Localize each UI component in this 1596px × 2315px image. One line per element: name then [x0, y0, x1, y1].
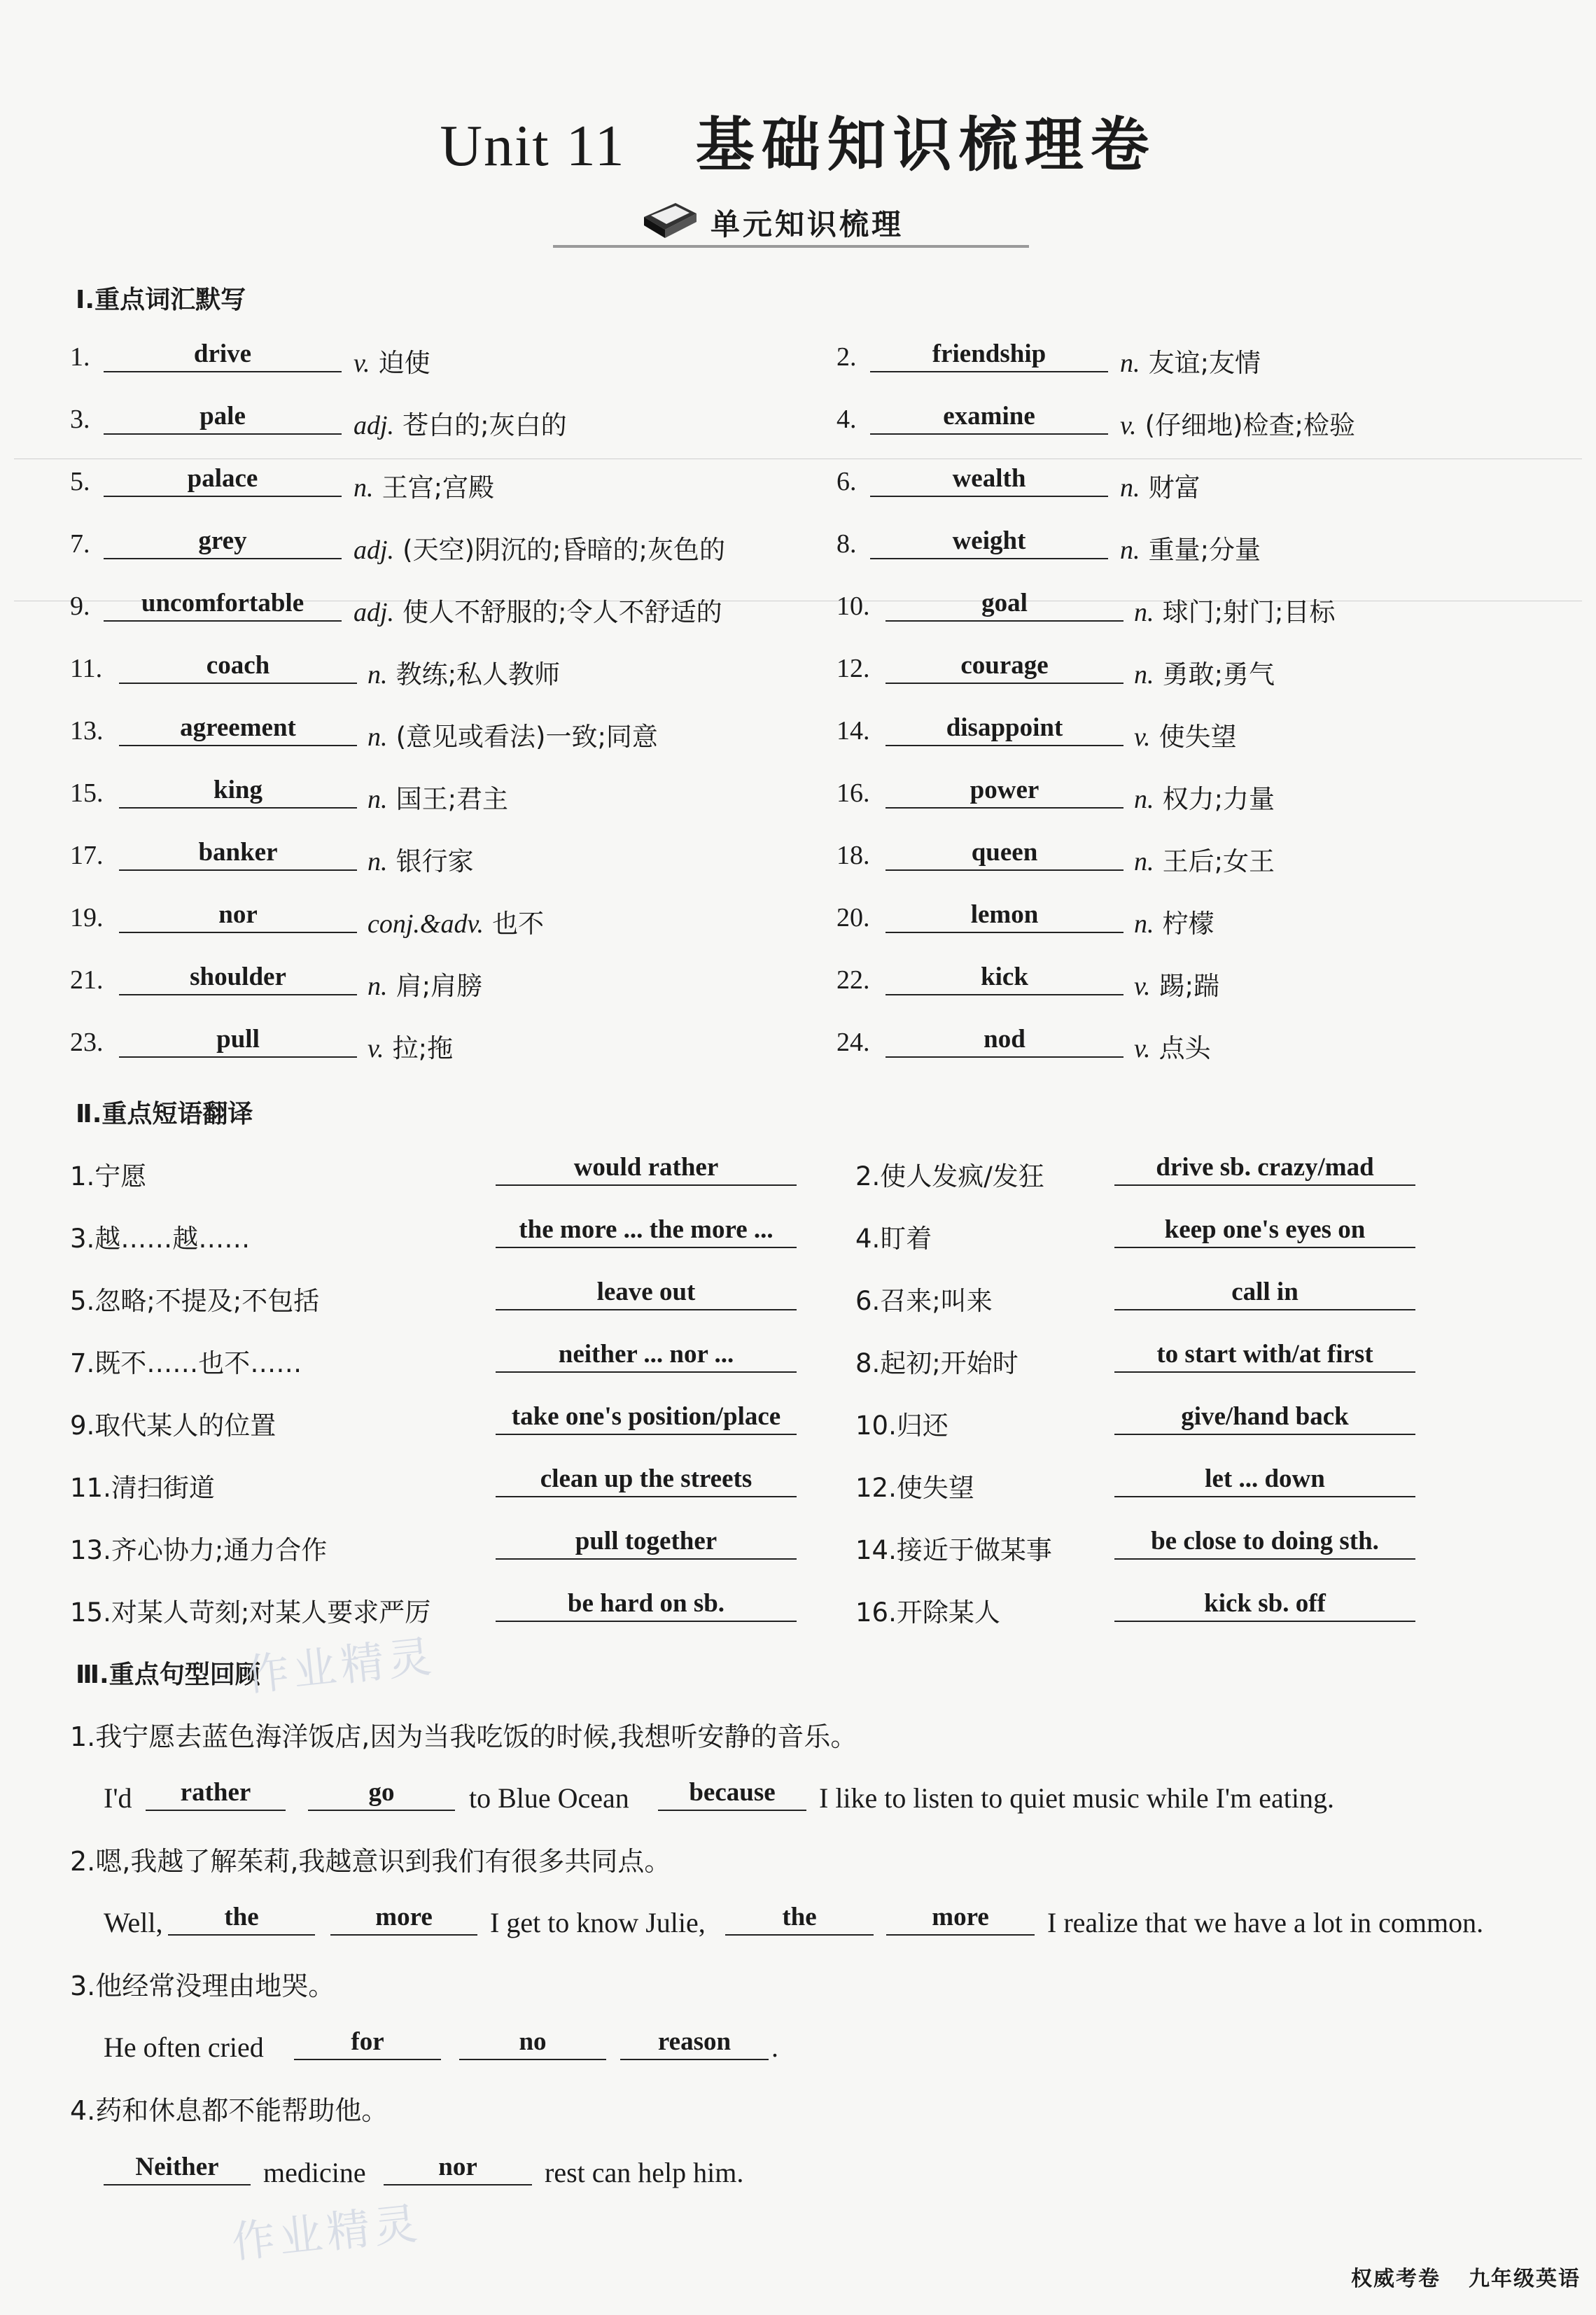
- answer-blank[interactable]: goal: [886, 588, 1124, 622]
- definition: [1134, 653, 1275, 691]
- sentence-cn: 4.药和休息都不能帮助他。: [70, 2095, 388, 2126]
- vocab-item: [836, 958, 1572, 1000]
- phrase-item: [855, 1335, 1590, 1377]
- item-number: 13.: [70, 716, 104, 746]
- vocab-item: [836, 833, 1572, 875]
- definition: [1134, 715, 1237, 753]
- answer-blank[interactable]: go: [308, 1777, 455, 1811]
- part-of-speech: conj.&adv.: [368, 909, 484, 939]
- sentence-text: I'd: [104, 1782, 132, 1814]
- meaning-cn: 财富: [1148, 473, 1200, 503]
- phrase-item: [855, 1210, 1590, 1252]
- phrase-item: [855, 1460, 1590, 1502]
- definition: [368, 965, 482, 1002]
- vocab-item: [70, 958, 805, 1000]
- definition: [1134, 840, 1275, 878]
- phrase-item: [70, 1335, 805, 1377]
- item-number: 2.: [836, 342, 857, 372]
- page-footer: [1351, 2261, 1581, 2292]
- part-of-speech: v.: [1134, 972, 1151, 1001]
- answer-blank[interactable]: disappoint: [886, 713, 1124, 746]
- item-number: 16.: [836, 778, 870, 808]
- part-of-speech: n.: [368, 785, 388, 814]
- answer-blank[interactable]: weight: [870, 526, 1108, 559]
- answer-blank[interactable]: because: [658, 1777, 806, 1811]
- answer-blank[interactable]: queen: [886, 837, 1124, 871]
- section-heading-sentences: Ⅲ.重点句型回顾: [76, 1660, 260, 1689]
- section-heading-phrases: Ⅱ.重点短语翻译: [76, 1100, 253, 1128]
- definition: [1120, 342, 1261, 379]
- title-cn: 基础知识梳理卷: [695, 111, 1156, 179]
- item-number: 18.: [836, 841, 870, 870]
- item-number: 17.: [70, 841, 104, 870]
- part-of-speech: n.: [354, 473, 374, 503]
- answer-blank[interactable]: more: [330, 1902, 477, 1936]
- part-of-speech: n.: [368, 660, 388, 690]
- vocab-item: [70, 833, 805, 875]
- part-of-speech: n.: [368, 847, 388, 876]
- sentence-text: I realize that we have a lot in common.: [1047, 1907, 1484, 1938]
- sentence-text: He often cried: [104, 2031, 264, 2063]
- meaning-cn: (仔细地)检查;检验: [1144, 410, 1355, 440]
- phrase-item: [855, 1584, 1590, 1626]
- answer-blank[interactable]: be close to doing sth.: [1114, 1526, 1415, 1560]
- answer-blank[interactable]: nor: [384, 2152, 532, 2185]
- item-number: 23.: [70, 1028, 104, 1057]
- definition: [368, 902, 544, 940]
- answer-blank[interactable]: reason: [620, 2027, 769, 2060]
- vocab-item: [836, 459, 1572, 501]
- definition: [368, 653, 560, 691]
- vocab-item: [836, 335, 1572, 377]
- meaning-cn: 权力;力量: [1162, 784, 1275, 814]
- answer-blank[interactable]: king: [119, 775, 357, 809]
- sentence-cn: 2.嗯,我越了解茱莉,我越意识到我们有很多共同点。: [70, 1846, 671, 1877]
- part-of-speech: adj.: [354, 411, 395, 440]
- item-number: 14.: [836, 716, 870, 746]
- answer-blank[interactable]: friendship: [870, 339, 1108, 372]
- phrase-item: [855, 1522, 1590, 1564]
- watermark: 作业精灵: [243, 1630, 438, 1701]
- answer-blank[interactable]: power: [886, 775, 1124, 809]
- answer-blank[interactable]: kick: [886, 962, 1124, 995]
- part-of-speech: v.: [1134, 722, 1151, 752]
- answer-blank[interactable]: courage: [886, 650, 1124, 684]
- definition: [1120, 529, 1261, 566]
- part-of-speech: n.: [368, 722, 388, 752]
- sentence-text: Well,: [104, 1907, 163, 1938]
- answer-blank[interactable]: coach: [119, 650, 357, 684]
- answer-blank[interactable]: no: [459, 2027, 606, 2060]
- item-number: 21.: [70, 965, 104, 995]
- phrase-cn: 4.盯着: [855, 1224, 932, 1254]
- definition: [1134, 1027, 1211, 1065]
- sentence-text: medicine: [263, 2157, 366, 2188]
- phrase-cn: 2.使人发疯/发狂: [855, 1161, 1044, 1191]
- meaning-cn: 使失望: [1158, 722, 1237, 752]
- meaning-cn: 国王;君主: [396, 784, 509, 814]
- answer-blank[interactable]: more: [886, 1902, 1035, 1936]
- vocab-item: [836, 895, 1572, 937]
- vocab-item: [836, 397, 1572, 439]
- phrase-cn: 8.起初;开始时: [855, 1348, 1018, 1378]
- watermark: 作业精灵: [229, 2197, 424, 2268]
- answer-blank[interactable]: pale: [104, 401, 342, 435]
- meaning-cn: 友谊;友情: [1148, 348, 1261, 378]
- phrase-cn: 15.对某人苛刻;对某人要求严厉: [70, 1597, 431, 1628]
- vocab-item: [836, 646, 1572, 688]
- answer-blank[interactable]: kick sb. off: [1114, 1588, 1415, 1622]
- answer-blank[interactable]: examine: [870, 401, 1108, 435]
- phrase-item: [855, 1148, 1590, 1190]
- answer-blank[interactable]: pull together: [496, 1526, 797, 1560]
- item-number: 3.: [70, 405, 90, 434]
- meaning-cn: 球门;射门;目标: [1162, 597, 1336, 627]
- book-icon: [637, 196, 700, 245]
- vocab-item: [70, 522, 805, 564]
- item-number: 12.: [836, 654, 870, 683]
- meaning-cn: 王宫;宫殿: [382, 473, 495, 503]
- phrase-item: [855, 1397, 1590, 1439]
- definition: [1120, 404, 1355, 442]
- footer-series: 权威考卷: [1351, 2267, 1441, 2291]
- phrase-item: [70, 1273, 805, 1315]
- vocab-item: [70, 335, 805, 377]
- vocab-item: [70, 708, 805, 750]
- phrase-cn: 16.开除某人: [855, 1597, 1000, 1628]
- sentence-text: .: [771, 2031, 778, 2063]
- sentence-text: I get to know Julie,: [490, 1907, 706, 1938]
- item-number: 11.: [70, 654, 103, 683]
- meaning-cn: 踢;踹: [1158, 971, 1220, 1001]
- meaning-cn: 点头: [1158, 1033, 1211, 1063]
- phrase-item: [855, 1273, 1590, 1315]
- part-of-speech: v.: [1134, 1034, 1151, 1063]
- banner-label: 单元知识梳理: [710, 207, 904, 242]
- item-number: 15.: [70, 778, 104, 808]
- answer-blank[interactable]: shoulder: [119, 962, 357, 995]
- vocab-item: [70, 771, 805, 813]
- vocab-item: [836, 522, 1572, 564]
- answer-blank[interactable]: uncomfortable: [104, 588, 342, 622]
- definition: [354, 529, 725, 566]
- answer-blank[interactable]: nod: [886, 1024, 1124, 1058]
- vocab-item: [836, 771, 1572, 813]
- meaning-cn: 王后;女王: [1162, 846, 1275, 876]
- meaning-cn: 使人不舒服的;令人不舒适的: [402, 597, 722, 627]
- answer-blank[interactable]: pull: [119, 1024, 357, 1058]
- footer-grade: 九年级英语: [1469, 2267, 1581, 2291]
- unit-label: Unit 11: [440, 113, 626, 179]
- page-title: [0, 98, 1596, 183]
- phrase-cn: 9.取代某人的位置: [70, 1411, 276, 1441]
- answer-blank[interactable]: the: [725, 1902, 874, 1936]
- sentence-text: rest can help him.: [545, 2157, 744, 2188]
- phrase-item: [70, 1460, 805, 1502]
- sentence-cn: 3.他经常没理由地哭。: [70, 1971, 335, 2001]
- part-of-speech: n.: [1134, 909, 1154, 939]
- item-number: 6.: [836, 467, 857, 496]
- vocab-item: [836, 584, 1572, 626]
- answer-blank[interactable]: banker: [119, 837, 357, 871]
- answer-blank[interactable]: leave out: [496, 1277, 797, 1310]
- part-of-speech: n.: [1120, 473, 1140, 503]
- answer-blank[interactable]: palace: [104, 463, 342, 497]
- definition: [1134, 902, 1214, 940]
- meaning-cn: 教练;私人教师: [396, 659, 561, 690]
- definition: [1120, 466, 1200, 504]
- answer-blank[interactable]: to start with/at first: [1114, 1339, 1415, 1373]
- sentence-text: to Blue Ocean: [469, 1782, 629, 1814]
- phrase-item: [70, 1522, 805, 1564]
- item-number: 7.: [70, 529, 90, 559]
- answer-blank[interactable]: agreement: [119, 713, 357, 746]
- part-of-speech: n.: [368, 972, 388, 1001]
- meaning-cn: (天空)阴沉的;昏暗的;灰色的: [402, 535, 725, 565]
- part-of-speech: n.: [1120, 349, 1140, 378]
- answer-blank[interactable]: Neither: [104, 2152, 251, 2185]
- part-of-speech: v.: [1120, 411, 1137, 440]
- meaning-cn: 苍白的;灰白的: [402, 410, 567, 440]
- phrase-cn: 10.归还: [855, 1411, 948, 1441]
- phrase-cn: 7.既不……也不……: [70, 1348, 302, 1378]
- meaning-cn: 也不: [492, 909, 545, 939]
- definition: [354, 404, 567, 442]
- item-number: 5.: [70, 467, 90, 496]
- answer-blank[interactable]: clean up the streets: [496, 1464, 797, 1497]
- vocab-item: [70, 646, 805, 688]
- item-number: 10.: [836, 592, 870, 621]
- part-of-speech: v.: [354, 349, 370, 378]
- definition: [354, 466, 494, 504]
- answer-blank[interactable]: grey: [104, 526, 342, 559]
- answer-blank[interactable]: neither ... nor ...: [496, 1339, 797, 1373]
- phrase-cn: 6.召来;叫来: [855, 1286, 993, 1316]
- definition: [368, 778, 508, 816]
- answer-blank[interactable]: the: [168, 1902, 315, 1936]
- part-of-speech: adj.: [354, 536, 395, 565]
- answer-blank[interactable]: be hard on sb.: [496, 1588, 797, 1622]
- banner-rule: [553, 245, 1029, 248]
- item-number: 22.: [836, 965, 870, 995]
- definition: [368, 840, 474, 878]
- answer-blank[interactable]: nor: [119, 900, 357, 933]
- phrase-cn: 12.使失望: [855, 1473, 974, 1503]
- item-number: 9.: [70, 592, 90, 621]
- part-of-speech: n.: [1134, 598, 1154, 627]
- meaning-cn: 柠檬: [1162, 909, 1214, 939]
- answer-blank[interactable]: take one's position/place: [496, 1401, 797, 1435]
- part-of-speech: n.: [1120, 536, 1140, 565]
- meaning-cn: (意见或看法)一致;同意: [396, 722, 658, 752]
- phrase-cn: 5.忽略;不提及;不包括: [70, 1286, 320, 1316]
- phrase-cn: 11.清扫街道: [70, 1473, 215, 1503]
- section-banner: [553, 196, 1029, 252]
- part-of-speech: n.: [1134, 785, 1154, 814]
- phrase-cn: 1.宁愿: [70, 1161, 147, 1191]
- answer-blank[interactable]: for: [294, 2027, 441, 2060]
- phrase-item: [70, 1584, 805, 1626]
- phrase-cn: 13.齐心协力;通力合作: [70, 1535, 328, 1565]
- definition: [354, 591, 722, 629]
- part-of-speech: adj.: [354, 598, 395, 627]
- vocab-item: [836, 708, 1572, 750]
- item-number: 19.: [70, 903, 104, 932]
- item-number: 1.: [70, 342, 90, 372]
- phrase-cn: 14.接近于做某事: [855, 1535, 1052, 1565]
- phrase-item: [70, 1210, 805, 1252]
- item-number: 20.: [836, 903, 870, 932]
- vocab-item: [70, 397, 805, 439]
- answer-blank[interactable]: let ... down: [1114, 1464, 1415, 1497]
- phrase-item: [70, 1397, 805, 1439]
- definition: [354, 342, 430, 379]
- answer-blank[interactable]: rather: [146, 1777, 286, 1811]
- meaning-cn: 拉;拖: [392, 1033, 454, 1063]
- answer-blank[interactable]: lemon: [886, 900, 1124, 933]
- part-of-speech: n.: [1134, 660, 1154, 690]
- vocab-item: [70, 584, 805, 626]
- phrase-item: [70, 1148, 805, 1190]
- vocab-item: [70, 459, 805, 501]
- answer-blank[interactable]: keep one's eyes on: [1114, 1215, 1415, 1248]
- meaning-cn: 重量;分量: [1148, 535, 1261, 565]
- definition: [1134, 965, 1219, 1002]
- section-heading-vocab: Ⅰ.重点词汇默写: [76, 286, 246, 314]
- vocab-item: [836, 1020, 1572, 1062]
- part-of-speech: n.: [1134, 847, 1154, 876]
- definition: [368, 1027, 453, 1065]
- sentence-cn: 1.我宁愿去蓝色海洋饭店,因为当我吃饭的时候,我想听安静的音乐。: [70, 1721, 858, 1752]
- definition: [1134, 778, 1275, 816]
- answer-blank[interactable]: would rather: [496, 1152, 797, 1186]
- item-number: 4.: [836, 405, 857, 434]
- answer-blank[interactable]: drive: [104, 339, 342, 372]
- meaning-cn: 勇敢;勇气: [1162, 659, 1275, 690]
- meaning-cn: 迫使: [378, 348, 430, 378]
- sentence-text: I like to listen to quiet music while I'm eating.: [819, 1782, 1334, 1814]
- item-number: 8.: [836, 529, 857, 559]
- answer-blank[interactable]: give/hand back: [1114, 1401, 1415, 1435]
- meaning-cn: 肩;肩膀: [396, 971, 483, 1001]
- part-of-speech: v.: [368, 1034, 384, 1063]
- answer-blank[interactable]: call in: [1114, 1277, 1415, 1310]
- answer-blank[interactable]: drive sb. crazy/mad: [1114, 1152, 1415, 1186]
- item-number: 24.: [836, 1028, 870, 1057]
- meaning-cn: 银行家: [396, 846, 474, 876]
- definition: [368, 715, 658, 753]
- definition: [1134, 591, 1336, 629]
- phrase-cn: 3.越……越……: [70, 1224, 251, 1254]
- answer-blank[interactable]: wealth: [870, 463, 1108, 497]
- vocab-item: [70, 895, 805, 937]
- vocab-item: [70, 1020, 805, 1062]
- answer-blank[interactable]: the more ... the more ...: [496, 1215, 797, 1248]
